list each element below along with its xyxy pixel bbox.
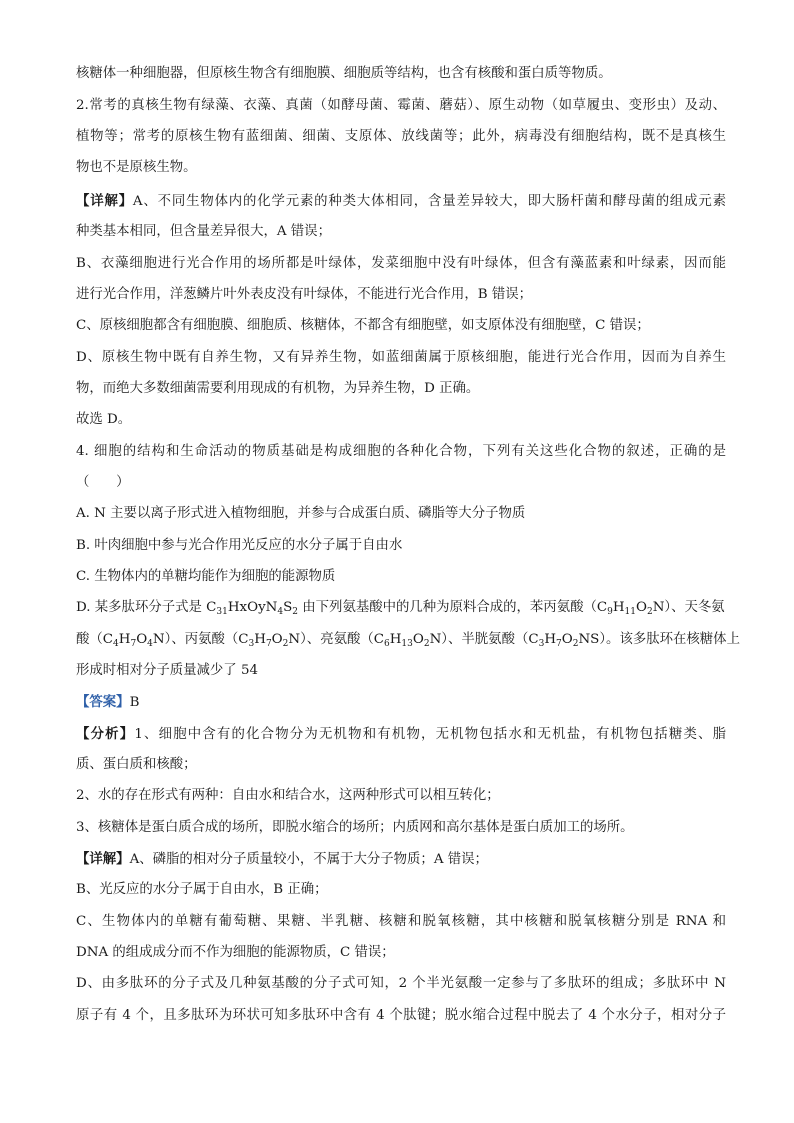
paragraph-line: B、衣藻细胞进行光合作用的场所都是叶绿体，发菜细胞中没有叶绿体，但含有藻蓝素和叶绿素，因而能 xyxy=(76,256,726,271)
option-c: C. 生物体内的单糖均能作为细胞的能源物质 xyxy=(76,569,336,584)
answer-line xyxy=(76,692,726,712)
question-stem: 4. 细胞的结构和生命活动的物质基础是构成细胞的各种化合物，下列有关这些化合物的叙述，正确的是 xyxy=(76,444,726,459)
line-text: A、不同生物体内的化学元素的种类大体相同，含量差异较大，即大肠杆菌和酵母菌的组成元素 xyxy=(132,194,726,209)
paragraph-line: 核糖体一种细胞器，但原核生物含有细胞膜、细胞质等结构，也含有核酸和蛋白质等物质。 xyxy=(76,66,612,81)
paragraph-line: 物也不是原核生物。 xyxy=(76,160,197,175)
paragraph-line: 物，而绝大多数细菌需要利用现成的有机物，为异养生物，D 正确。 xyxy=(76,381,480,396)
section-tag-analysis: 【分析】 xyxy=(76,726,135,742)
paragraph-line: D、由多肽环的分子式及几种氨基酸的分子式可知，2 个半光氨酸一定参与了多肽环的组成；多肽环中 N xyxy=(76,976,726,991)
paragraph-line: 2、水的存在形式有两种：自由水和结合水，这两种形式可以相互转化； xyxy=(76,788,500,803)
paragraph-line: 3、核糖体是蛋白质合成的场所，即脱水缩合的场所；内质网和高尔基体是蛋白质加工的场所。 xyxy=(76,820,634,835)
paragraph-line: 种类基本相同，但含量差异很大，A 错误； xyxy=(76,224,331,239)
paragraph-line: DNA 的组成成分而不作为细胞的能源物质，C 错误； xyxy=(76,945,395,960)
paragraph-line: 进行光合作用，洋葱鳞片叶外表皮没有叶绿体，不能进行光合作用，B 错误； xyxy=(76,287,532,302)
paragraph-line xyxy=(76,849,726,869)
section-tag-answer: 【答案】 xyxy=(76,694,130,710)
paragraph-line: C、原核细胞都含有细胞膜、细胞质、核糖体，不都含有细胞壁，如支原体没有细胞壁，C 错误； xyxy=(76,318,650,333)
section-tag-detail: 【详解】 xyxy=(76,193,133,209)
option-b: B. 叶肉细胞中参与光合作用光反应的水分子属于自由水 xyxy=(76,538,403,553)
answer-value: B xyxy=(129,695,140,710)
paragraph-line: 植物等；常考的原核生物有蓝细菌、细菌、支原体、放线菌等；此外，病毒没有细胞结构，既不是真核生 xyxy=(76,129,726,144)
section-tag-detail: 【详解】 xyxy=(76,851,130,867)
question-blank: （ ） xyxy=(76,475,130,490)
paragraph-line xyxy=(76,724,726,744)
paragraph-line: D、原核生物中既有自养生物，又有异养生物，如蓝细菌属于原核细胞，能进行光合作用，因而为自养生 xyxy=(76,350,726,365)
line-text: A、磷脂的相对分子质量较小，不属于大分子物质；A 错误； xyxy=(129,852,488,867)
paragraph-line: 原子有 4 个，且多肽环为环状可知多肽环中含有 4 个肽键；脱水缩合过程中脱去了 4 个水分子，相对分子 xyxy=(76,1008,726,1023)
paragraph-line: B、光反应的水分子属于自由水，B 正确； xyxy=(76,882,328,897)
option-d-continued: 酸$(C_4H_7O_4N)$、丙氨酸$(C_3H_7O_2N)$、亮氨酸$(C_6H_{13}O_2N)$、半胱氨酸$(C_3H_7O_2NS)$。该多肽环在核糖体上 xyxy=(76,632,740,649)
option-d: D. 某多肽环分子式是 $C_{31}HxOyN_4S_2$ 由下列氨基酸中的几种为原料合成的，苯丙氨酸$(C_9H_{11}O_2N)$、天冬氨 xyxy=(76,600,725,617)
paragraph-line: C、生物体内的单糖有葡萄糖、果糖、半乳糖、核糖和脱氧核糖，其中核糖和脱氧核糖分别是 RNA 和 xyxy=(76,914,726,929)
paragraph-line xyxy=(76,191,726,211)
line-text: 1、细胞中含有的化合物分为无机物和有机物，无机物包括水和无机盐，有机物包括糖类、脂 xyxy=(134,727,726,742)
paragraph-line: 2.常考的真核生物有绿藻、衣藻、真菌（如酵母菌、霉菌、蘑菇）、原生动物（如草履虫、变形虫）及动、 xyxy=(76,98,726,113)
paragraph-line: 故选 D。 xyxy=(76,412,132,427)
option-a: A. N 主要以离子形式进入植物细胞，并参与合成蛋白质、磷脂等大分子物质 xyxy=(76,506,526,521)
paragraph-line: 质、蛋白质和核酸； xyxy=(76,757,197,772)
option-d-end: 形成时相对分子质量减少了 54 xyxy=(76,663,258,678)
